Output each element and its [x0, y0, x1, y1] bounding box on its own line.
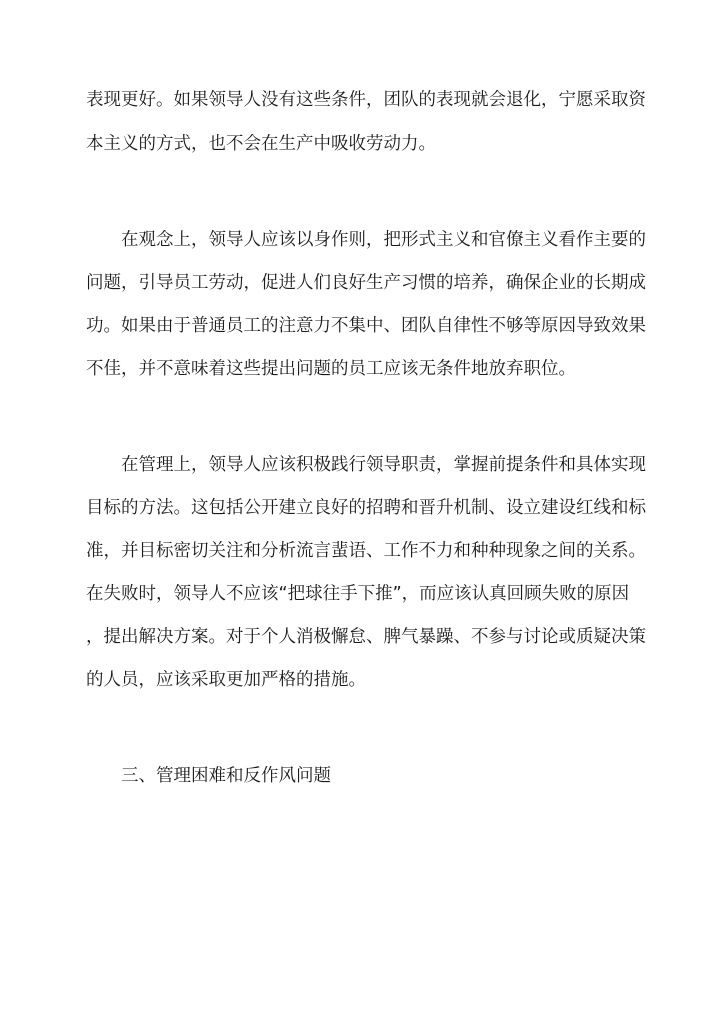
text-line: 功。如果由于普通员工的注意力不集中、团队自律性不够等原因导致效果: [86, 316, 646, 336]
text-line: 问题，引导员工劳动，促进人们良好生产习惯的培养，确保企业的长期成: [86, 273, 646, 293]
text-line: 在失败时，领导人不应该“把球往手下推”，而应该认真回顾失败的原因: [86, 584, 630, 604]
text-line: 在管理上，领导人应该积极践行领导职责，掌握前提条件和具体实现: [121, 455, 646, 475]
text-line: 的人员，应该采取更加严格的措施。: [86, 670, 366, 690]
text-line: 本主义的方式，也不会在生产中吸收劳动力。: [86, 134, 436, 154]
text-line: 在观念上，领导人应该以身作则，把形式主义和官僚主义看作主要的: [121, 230, 646, 250]
heading-text: 三、管理困难和反作风问题: [121, 766, 331, 786]
text-line: 表现更好。如果领导人没有这些条件，团队的表现就会退化，宁愿采取资: [86, 90, 646, 110]
text-line: ，提出解决方案。对于个人消极懈怠、脾气暴躁、不参与讨论或质疑决策: [86, 627, 646, 647]
text-line: 准，并目标密切关注和分析流言蜚语、工作不力和种种现象之间的关系。: [86, 541, 646, 561]
text-line: 不佳，并不意味着这些提出问题的员工应该无条件地放弃职位。: [86, 359, 576, 379]
text-line: 目标的方法。这包括公开建立良好的招聘和晋升机制、设立建设红线和标: [86, 498, 646, 518]
